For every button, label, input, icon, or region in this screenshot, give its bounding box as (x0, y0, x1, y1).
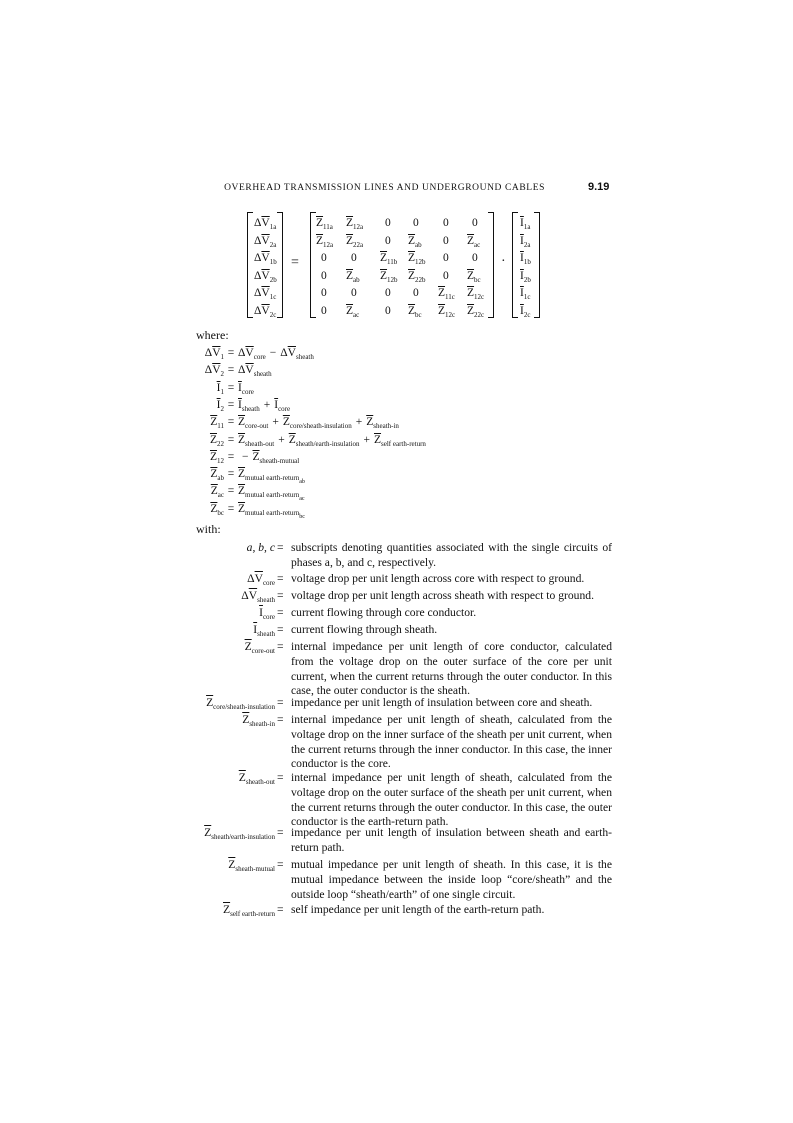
glossary-term: $\overline{Z}_{core/sheath-insulation}$ (206, 696, 275, 711)
matrix-cell: 0 (413, 217, 419, 229)
glossary-description: current flowing through core conductor. (291, 606, 477, 619)
matrix-cell: $\overline{Z}_{22c}$ (467, 304, 485, 319)
bracket-right (534, 212, 540, 318)
matrix-cell: 0 (321, 252, 327, 264)
matrix-cell: 0 (385, 304, 391, 317)
glossary-term: $\overline{Z}_{sheath/earth-insulation}$ (204, 826, 275, 841)
glossary-term: $\Delta\overline{V}_{core}$ (247, 572, 275, 587)
bracket-right (488, 212, 494, 318)
matrix-cell: $\overline{Z}_{ab}$ (408, 234, 422, 249)
bracket-left (512, 212, 518, 318)
matrix-cell: $\overline{Z}_{12b}$ (408, 252, 426, 266)
matrix-cell: 0 (443, 252, 449, 264)
rhs-entry: $\overline{I}_{2a}$ (520, 234, 531, 249)
matrix-cell: 0 (385, 234, 391, 247)
matrix-cell: 0 (443, 269, 449, 282)
glossary-term: $\overline{Z}_{sheath-out}$ (238, 771, 275, 786)
glossary-description: impedance per unit length of insulation between sheath and earth-return path. (291, 826, 612, 854)
matrix-cell: 0 (351, 287, 357, 299)
definition-row: $\Delta\overline{V}_2 = \Delta\overline{V}_{sheath}$ (204, 364, 272, 379)
definition-row: $\overline{Z}_{bc} = \overline{Z}_{mutual earth-return_{bc}}$ (210, 502, 305, 520)
matrix-cell: 0 (472, 252, 478, 264)
matrix-cell: $\overline{Z}_{bc}$ (467, 269, 481, 284)
matrix-cell: 0 (351, 252, 357, 264)
definition-row: $\overline{I}_1 = \overline{I}_{core}$ (216, 381, 254, 396)
glossary-term: $\overline{Z}_{self earth-return}$ (223, 903, 275, 918)
glossary-term: $\overline{Z}_{core-out}$ (244, 640, 275, 655)
current-vector (512, 212, 540, 320)
matrix-cell: 0 (472, 217, 478, 229)
lhs-entry: $\Delta\overline{V}_{1a}$ (254, 217, 277, 231)
matrix-cell: 0 (385, 217, 391, 229)
lhs-entry: $\Delta\overline{V}_{2a}$ (254, 234, 277, 249)
definition-row: $\overline{Z}_{ac} = \overline{Z}_{mutual earth-return_{ac}}$ (210, 485, 305, 503)
matrix-cell: 0 (321, 269, 327, 282)
glossary-description: current flowing through sheath. (291, 623, 438, 636)
matrix-cell: $\overline{Z}_{12a}$ (346, 217, 364, 231)
with-label: with: (196, 522, 221, 536)
matrix-cell: $\overline{Z}_{12b}$ (380, 269, 398, 284)
matrix-cell: $\overline{Z}_{ab}$ (346, 269, 360, 284)
impedance-matrix (310, 212, 494, 320)
bracket-left (247, 212, 253, 318)
glossary-term: $\overline{Z}_{sheath-mutual}$ (228, 858, 275, 873)
matrix-cell: 0 (413, 287, 419, 299)
dot-operator: · (501, 254, 506, 269)
glossary-term: $\overline{Z}_{sheath-in}$ (242, 713, 275, 728)
rhs-entry: $\overline{I}_{1c}$ (520, 287, 531, 301)
matrix-cell: $\overline{Z}_{11c}$ (438, 287, 455, 301)
glossary-description: self impedance per unit length of the earth-return path. (291, 903, 545, 916)
glossary-description: impedance per unit length of insulation between core and sheath. (291, 696, 593, 709)
lhs-entry: $\Delta\overline{V}_{2c}$ (254, 304, 277, 319)
lhs-entry: $\Delta\overline{V}_{1b}$ (254, 252, 277, 266)
rhs-entry: $\overline{I}_{1b}$ (520, 252, 531, 266)
matrix-cell: 0 (321, 304, 327, 317)
rhs-entry: $\overline{I}_{1a}$ (520, 217, 531, 231)
glossary-description: internal impedance per unit length of sheath, calculated from the voltage drop on the outer surface of the sheath per unit current, when the current returns through the outer conductor. In this case, the outer conductor is the earth-return path. (291, 771, 612, 829)
glossary-term: $\overline{I}_{core}$ (259, 606, 275, 621)
matrix-cell: $\overline{Z}_{12c}$ (438, 304, 456, 319)
matrix-cell: 0 (443, 234, 449, 247)
glossary-description: internal impedance per unit length of sheath, calculated from the voltage drop on the inner surface of the sheath per unit current, when the current returns through the inner conductor. In this case, the inner conductor is the core. (291, 713, 612, 771)
bracket-right (277, 212, 283, 318)
definition-row: $\overline{Z}_{22} = \overline{Z}_{sheath-out} + \overline{Z}_{sheath/earth-insulation} + \overline{Z}_{self earth-return}$ (209, 433, 426, 448)
matrix-cell: $\overline{Z}_{22a}$ (346, 234, 364, 249)
definition-row: $\overline{Z}_{12}$ = − $\overline{Z}_{sheath-mutual}$ (209, 450, 300, 465)
matrix-cell: $\overline{Z}_{12c}$ (467, 287, 485, 301)
glossary-description: mutual impedance per unit length of sheath. In this case, it is the mutual impedance between the inside loop “core/sheath” and the outside loop “sheath/earth” of one single circuit. (291, 858, 612, 901)
matrix-cell: 0 (321, 287, 327, 299)
definition-row: $\overline{Z}_{11} = \overline{Z}_{core-out} + \overline{Z}_{core/sheath-insulation} + \overline{Z}_{sheath-in}$ (210, 416, 399, 431)
matrix-cell: $\overline{Z}_{22b}$ (408, 269, 426, 284)
page-number: 9.19 (588, 181, 610, 193)
matrix-cell: 0 (443, 217, 449, 229)
where-label: where: (196, 328, 229, 342)
glossary-term: $\overline{I}_{sheath}$ (253, 623, 275, 638)
matrix-cell: 0 (385, 287, 391, 299)
matrix-cell: $\overline{Z}_{11b}$ (380, 252, 398, 266)
running-title: OVERHEAD TRANSMISSION LINES AND UNDERGROUND CABLES (224, 183, 545, 193)
matrix-cell: $\overline{Z}_{ac}$ (467, 234, 481, 249)
glossary-term: a, b, c (246, 541, 275, 554)
rhs-entry: $\overline{I}_{2b}$ (520, 269, 531, 284)
lhs-entry: $\Delta\overline{V}_{2b}$ (254, 269, 277, 284)
equals-sign: = (291, 255, 299, 270)
lhs-entry: $\Delta\overline{V}_{1c}$ (254, 287, 277, 301)
glossary-term: $\Delta\overline{V}_{sheath}$ (241, 589, 275, 604)
definition-row: $\overline{I}_2 = \overline{I}_{sheath} + \overline{I}_{core}$ (216, 398, 291, 413)
matrix-cell: $\overline{Z}_{12a}$ (316, 234, 334, 249)
glossary-description: internal impedance per unit length of core conductor, calculated from the voltage drop on the outer surface of the core per unit current, when the current returns through the outer conductor. In this case, the outer conductor is the sheath. (291, 640, 612, 698)
definition-row: $\Delta\overline{V}_1 = \Delta\overline{V}_{core} - \Delta\overline{V}_{sheath}$ (204, 347, 314, 361)
lhs-vector (247, 212, 283, 320)
rhs-entry: $\overline{I}_{2c}$ (520, 304, 531, 319)
matrix-cell: $\overline{Z}_{bc}$ (408, 304, 422, 319)
definition-row: $\overline{Z}_{ab} = \overline{Z}_{mutual earth-return_{ab}}$ (210, 468, 305, 486)
matrix-cell: $\overline{Z}_{ac}$ (346, 304, 360, 319)
glossary-description: subscripts denoting quantities associated with the single circuits of phases a, b, and c, respectively. (291, 541, 612, 569)
matrix-cell: $\overline{Z}_{11a}$ (316, 217, 333, 231)
glossary-description: voltage drop per unit length across core with respect to ground. (291, 572, 585, 585)
glossary-description: voltage drop per unit length across sheath with respect to ground. (291, 589, 594, 602)
